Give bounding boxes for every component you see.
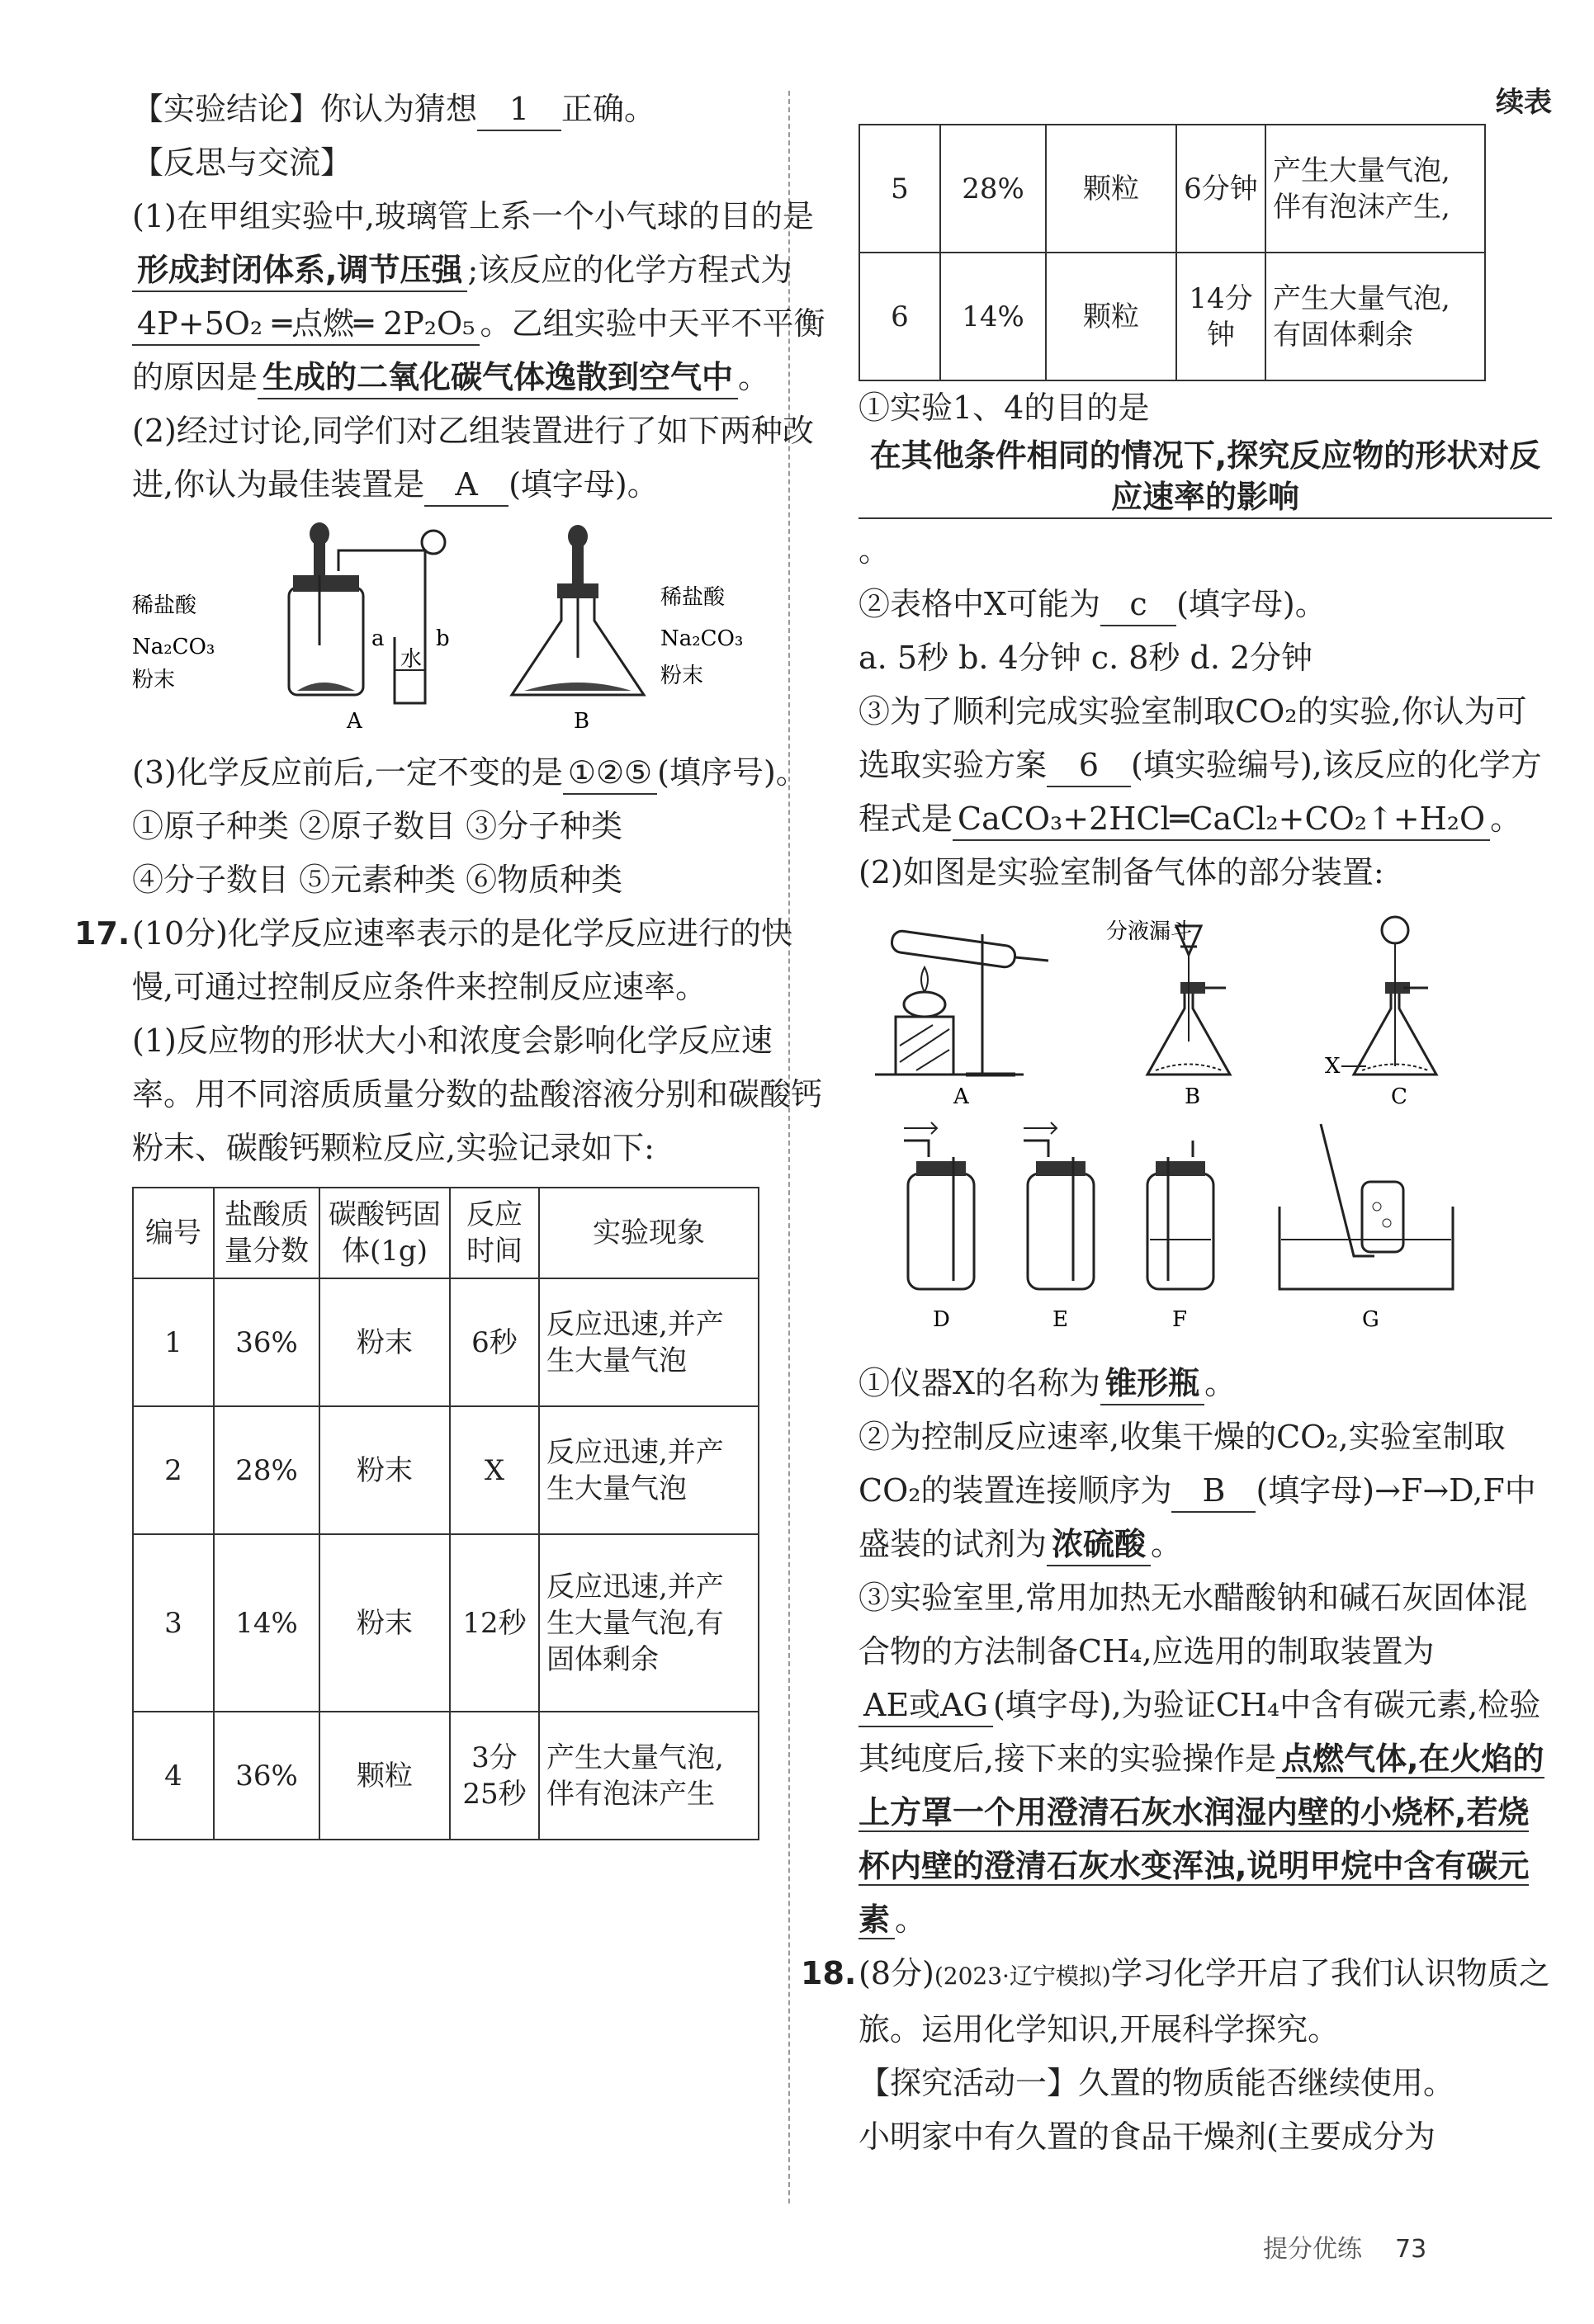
page-footer bbox=[1263, 2228, 1426, 2265]
table-row: 1 36% 粉末 6秒 反应迅速,并产生大量气泡 bbox=[133, 1278, 759, 1406]
apparatus-b bbox=[512, 525, 644, 695]
s2-answer: c bbox=[1100, 583, 1176, 626]
s3-paragraph: ③为了顺利完成实验室制取CO₂的实验,你认为可选取实验方案 6 (填实验编号),该反应的化学方程式是 CaCO₃+2HCl═CaCl₂+CO₂↑+H₂O 。 bbox=[858, 685, 1552, 846]
label-a: a bbox=[371, 626, 385, 651]
label-na2co3-a: Na₂CO₃ bbox=[132, 635, 215, 659]
p2-answer-2: 浓硫酸 bbox=[1047, 1523, 1151, 1566]
q2-paragraph-right: (2)如图是实验室制备气体的部分装置: bbox=[858, 854, 1384, 890]
table-row: 6 14% 颗粒 14分钟 产生大量气泡,有固体剩余 bbox=[859, 253, 1485, 380]
label-F: F bbox=[1172, 1307, 1188, 1332]
apparatus-A-heating bbox=[875, 930, 1048, 1075]
q17-number: 17. bbox=[74, 915, 130, 952]
table-header-row bbox=[133, 1188, 759, 1278]
page-number: 73 bbox=[1395, 2235, 1427, 2264]
right-column bbox=[801, 83, 1552, 2164]
conclusion: 【实验结论】你认为猜想 1 正确。 bbox=[132, 83, 825, 136]
label-A: A bbox=[347, 709, 362, 734]
continued-label: 续表 bbox=[1496, 86, 1552, 119]
label-funnel: 分液漏斗 bbox=[1106, 919, 1193, 944]
reflect-heading: 【反思与交流】 bbox=[132, 144, 352, 181]
footer-label: 提分优练 bbox=[1263, 2235, 1362, 2264]
table-header: 反应时间 bbox=[450, 1188, 539, 1278]
apparatus-a bbox=[289, 522, 445, 703]
q2-answer: A bbox=[424, 464, 508, 507]
table-row: 2 28% 粉末 X 反应迅速,并产生大量气泡 bbox=[133, 1406, 759, 1534]
p1-paragraph: ①仪器X的名称为 锥形瓶 。 bbox=[858, 1357, 1552, 1410]
table-header: 实验现象 bbox=[539, 1188, 759, 1278]
p3-answer-2: 点燃气体,在火焰的上方罩一个用澄清石灰水润湿内壁的小烧杯,若烧杯内壁的澄清石灰水变浑浊,说明甲烷中含有碳元素 bbox=[858, 1741, 1544, 1938]
label-water: 水 bbox=[400, 647, 423, 672]
q18-source: (2023·辽宁模拟) bbox=[934, 1963, 1111, 1990]
q17-1-paragraph: (1)反应物的形状大小和浓度会影响化学反应速率。用不同溶质质量分数的盐酸溶液分别和碳酸钙粉末、碳酸钙颗粒反应,实验记录如下: bbox=[132, 1023, 823, 1166]
p3-answer: AE或AG bbox=[858, 1684, 993, 1727]
apparatus-ab-figure bbox=[132, 522, 759, 736]
label-powder-a: 粉末 bbox=[132, 668, 176, 692]
p2-answer: B bbox=[1171, 1470, 1256, 1513]
s2-paragraph: ②表格中X可能为 c (填字母)。 bbox=[858, 578, 1552, 631]
table-row: 5 28% 颗粒 6分钟 产生大量气泡,伴有泡沫产生, bbox=[859, 125, 1485, 253]
table-header: 编号 bbox=[133, 1188, 214, 1278]
q1-answer-a: 形成封闭体系,调节压强 bbox=[132, 249, 467, 292]
s1-paragraph: ①实验1、4的目的是在其他条件相同的情况下,探究反应物的形状对反应速率的影响。 bbox=[858, 381, 1552, 578]
experiment-table bbox=[132, 1187, 759, 1840]
q18-more: 小明家中有久置的食品干燥剂(主要成分为 bbox=[858, 2119, 1436, 2155]
conclusion-answer: 1 bbox=[477, 88, 561, 131]
s3-answer: 6 bbox=[1047, 744, 1131, 787]
table-header: 盐酸质量分数 bbox=[214, 1188, 319, 1278]
label-b: b bbox=[436, 626, 450, 651]
q3-paragraph: (3)化学反应前后,一定不变的是 ①②⑤ (填序号)。 bbox=[132, 746, 825, 800]
s1-answer: 在其他条件相同的情况下,探究反应物的形状对反应速率的影响 bbox=[858, 435, 1552, 519]
s2-options: a. 5秒 b. 4分钟 c. 8秒 d. 2分钟 bbox=[858, 640, 1313, 676]
q1-answer-c: 生成的二氧化碳气体逸散到空气中 bbox=[258, 357, 738, 399]
continued-header bbox=[858, 83, 1552, 132]
p2-paragraph: ②为控制反应速率,收集干燥的CO₂,实验室制取CO₂的装置连接顺序为 B (填字母)→F→D,F中盛装的试剂为 浓硫酸 。 bbox=[858, 1410, 1552, 1571]
table-header: 碳酸钙固体(1g) bbox=[319, 1188, 450, 1278]
p3-paragraph: ③实验室里,常用加热无水醋酸钠和碱石灰固体混合物的方法制备CH₄,应选用的制取装置为AE或AG (填字母),为验证CH₄中含有碳元素,检验其纯度后,接下来的实验操作是 点燃气体,在火焰的上方罩一个用澄清石灰水润湿内壁的小烧杯,若烧杯内壁的澄清石灰水变浑浊,说明甲烷中含有碳元素 。 bbox=[858, 1580, 1544, 1938]
label-C: C bbox=[1391, 1084, 1407, 1109]
label-E: E bbox=[1052, 1307, 1068, 1332]
label-B: B bbox=[574, 709, 590, 734]
apparatus-B-funnel bbox=[1147, 926, 1230, 1075]
label-acid-b: 稀盐酸 bbox=[660, 585, 726, 610]
label-D: D bbox=[933, 1307, 950, 1332]
experiment-table-continued bbox=[858, 124, 1486, 381]
apparatus-D bbox=[904, 1122, 974, 1289]
gas-apparatus-figure bbox=[858, 909, 1519, 1347]
apparatus-E bbox=[1024, 1122, 1094, 1289]
table-row: 3 14% 粉末 12秒 反应迅速,并产生大量气泡,有固体剩余 bbox=[133, 1534, 759, 1712]
q17-paragraph: 17. (10分)化学反应速率表示的是化学反应进行的快慢,可通过控制反应条件来控制反应速率。 bbox=[132, 907, 825, 1014]
label-na2co3-b: Na₂CO₃ bbox=[660, 626, 744, 651]
label-acid-a: 稀盐酸 bbox=[132, 593, 197, 618]
apparatus-G bbox=[1279, 1124, 1453, 1289]
p1-answer: 锥形瓶 bbox=[1100, 1363, 1204, 1405]
q1-paragraph: (1)在甲组实验中,玻璃管上系一个小气球的目的是形成封闭体系,调节压强 ;该反应的化学方程式为4P+5O₂ ═点燃═ 2P₂O₅ 。乙组实验中天平不平衡的原因是 生成的二氧化碳气体逸散到空气中 。 bbox=[132, 190, 825, 404]
label-powder-b: 粉末 bbox=[660, 664, 704, 688]
table-row: 4 36% 颗粒 3分25秒 产生大量气泡,伴有泡沫产生 bbox=[133, 1712, 759, 1840]
q18-number: 18. bbox=[801, 1955, 857, 1991]
q2-paragraph: (2)经过讨论,同学们对乙组装置进行了如下两种改进,你认为最佳装置是 A (填字母)。 bbox=[132, 404, 825, 512]
left-column bbox=[74, 83, 825, 1840]
q3-options-2: ④分子数目 ⑤元素种类 ⑥物质种类 bbox=[132, 862, 623, 898]
apparatus-C bbox=[1341, 917, 1436, 1075]
apparatus-F bbox=[1147, 1141, 1213, 1289]
q18-activity: 【探究活动一】久置的物质能否继续使用。 bbox=[858, 2065, 1455, 2101]
label-B: B bbox=[1185, 1084, 1201, 1109]
q18-paragraph: 18. (8分)(2023·辽宁模拟)学习化学开启了我们认识物质之旅。运用化学知识,开展科学探究。 bbox=[858, 1947, 1552, 2057]
label-X: X bbox=[1325, 1054, 1341, 1079]
q3-options-1: ①原子种类 ②原子数目 ③分子种类 bbox=[132, 808, 623, 844]
q1-answer-b: 4P+5O₂ ═点燃═ 2P₂O₅ bbox=[132, 303, 480, 346]
label-G: G bbox=[1362, 1307, 1379, 1332]
q3-answer: ①②⑤ bbox=[563, 752, 657, 795]
s3-equation: CaCO₃+2HCl═CaCl₂+CO₂↑+H₂O bbox=[953, 798, 1490, 841]
label-A: A bbox=[953, 1084, 969, 1109]
